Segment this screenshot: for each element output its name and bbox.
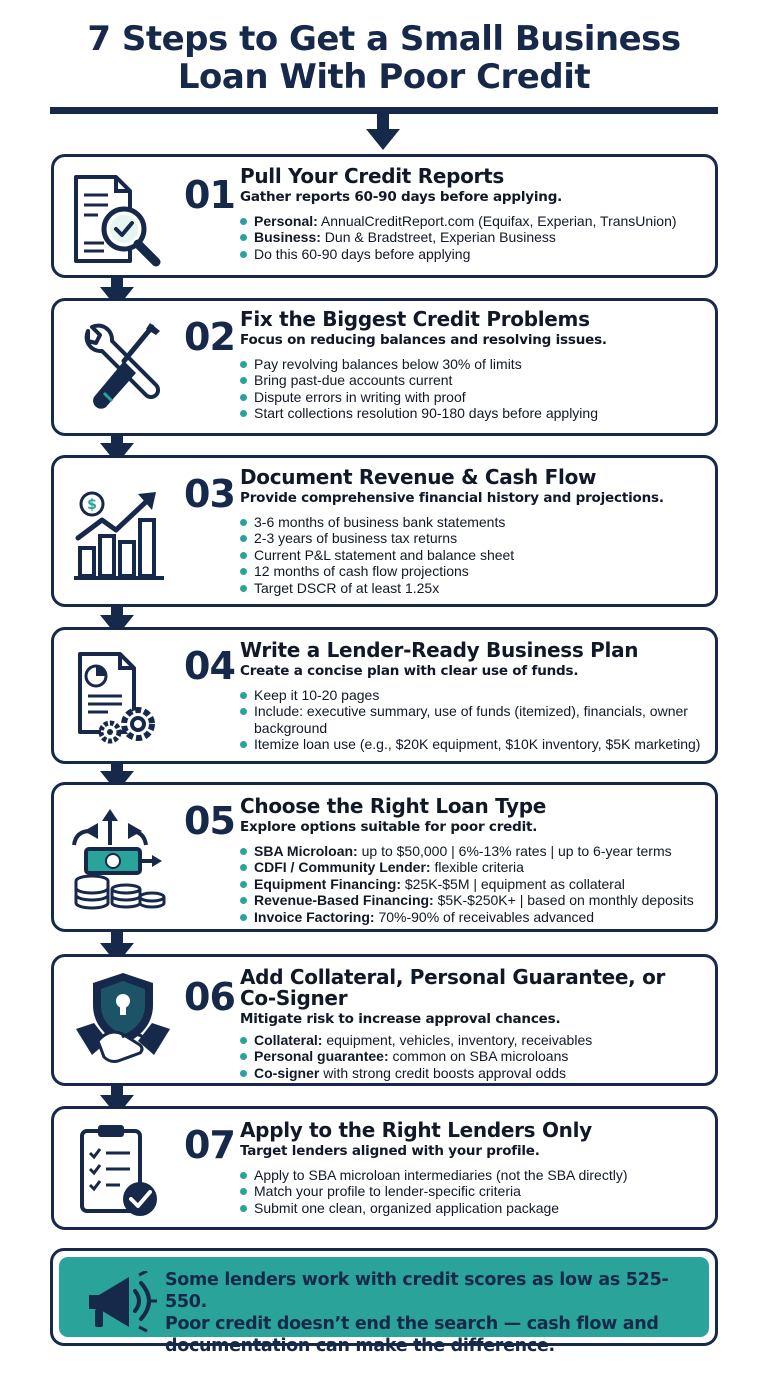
step-subtitle: Mitigate risk to increase approval chances. <box>240 1011 561 1027</box>
step-number: 07 <box>184 1123 235 1167</box>
step-bullet-list <box>240 843 701 925</box>
list-item: Invoice Factoring: 70%-90% of receivables advanced <box>240 909 701 925</box>
step-bullet-list <box>240 514 701 596</box>
wrench-screwdriver-icon <box>68 313 178 423</box>
step-bullet-list <box>240 687 701 753</box>
list-item: SBA Microloan: up to $50,000 | 6%-13% rates | up to 6-year terms <box>240 843 701 859</box>
list-item: 3-6 months of business bank statements <box>240 514 701 530</box>
list-item: Equipment Financing: $25K-$5M | equipment as collateral <box>240 876 701 892</box>
megaphone-icon <box>81 1271 161 1335</box>
callout-box <box>50 1248 718 1356</box>
callout-text <box>165 1269 695 1357</box>
list-item: Itemize loan use (e.g., $20K equipment, $10K inventory, $5K marketing) <box>240 736 701 752</box>
step-bullet-list <box>240 1032 701 1081</box>
page-title-line1: 7 Steps to Get a Small Business <box>87 19 681 59</box>
growth-chart-dollar-icon <box>68 478 178 588</box>
callout-panel <box>59 1257 709 1356</box>
down-arrow-icon <box>366 112 400 152</box>
list-item: Submit one clean, organized application package <box>240 1200 701 1216</box>
list-item: Match your profile to lender-specific criteria <box>240 1183 701 1199</box>
step-subtitle: Create a concise plan with clear use of funds. <box>240 663 579 679</box>
list-item: Target DSCR of at least 1.25x <box>240 580 701 596</box>
step-subtitle: Gather reports 60-90 days before applying. <box>240 189 563 205</box>
page-title <box>0 20 768 96</box>
step-card-05 <box>51 782 718 932</box>
list-item: Personal guarantee: common on SBA microloans <box>240 1048 701 1064</box>
step-bullet-list <box>240 356 701 422</box>
callout-line: Some lenders work with credit scores as low as 525-550. <box>165 1270 669 1312</box>
step-title: Write a Lender-Ready Business Plan <box>240 638 639 662</box>
step-title: Pull Your Credit Reports <box>240 164 504 188</box>
step-card-07 <box>51 1106 718 1230</box>
shield-handshake-icon <box>68 967 178 1077</box>
step-number: 03 <box>184 472 235 516</box>
step-subtitle: Focus on reducing balances and resolving issues. <box>240 332 607 348</box>
page-title-line2: Loan With Poor Credit <box>177 57 591 97</box>
list-item: Do this 60-90 days before applying <box>240 246 701 262</box>
business-plan-gears-icon <box>68 642 178 752</box>
step-number: 02 <box>184 315 235 359</box>
step-title: Fix the Biggest Credit Problems <box>240 307 590 331</box>
callout-line: Poor credit doesn’t end the search — cash flow and <box>165 1314 659 1334</box>
list-item: Business: Dun & Bradstreet, Experian Business <box>240 229 701 245</box>
step-bullet-list <box>240 1167 701 1216</box>
list-item: Apply to SBA microloan intermediaries (not the SBA directly) <box>240 1167 701 1183</box>
list-item: 2-3 years of business tax returns <box>240 530 701 546</box>
step-title: Document Revenue & Cash Flow <box>240 465 597 489</box>
step-number: 04 <box>184 644 235 688</box>
step-number: 05 <box>184 799 235 843</box>
list-item: Personal: AnnualCreditReport.com (Equifax, Experian, TransUnion) <box>240 213 701 229</box>
clipboard-checklist-icon <box>68 1117 178 1227</box>
callout-line: documentation can make the difference. <box>165 1336 555 1356</box>
list-item: Current P&L statement and balance sheet <box>240 547 701 563</box>
list-item: Revenue-Based Financing: $5K-$250K+ | based on monthly deposits <box>240 892 701 908</box>
list-item: Include: executive summary, use of funds (itemized), financials, owner background <box>240 703 701 736</box>
step-card-01 <box>51 154 718 278</box>
list-item: Keep it 10-20 pages <box>240 687 701 703</box>
step-title: Choose the Right Loan Type <box>240 794 547 818</box>
step-subtitle: Provide comprehensive financial history and projections. <box>240 490 664 506</box>
step-bullet-list <box>240 213 701 262</box>
credit-report-magnifier-icon <box>68 165 178 275</box>
step-subtitle: Explore options suitable for poor credit. <box>240 819 538 835</box>
list-item: 12 months of cash flow projections <box>240 563 701 579</box>
step-card-02 <box>51 298 718 436</box>
list-item: Start collections resolution 90-180 days before applying <box>240 405 701 421</box>
step-card-04 <box>51 627 718 764</box>
step-number: 01 <box>184 173 235 217</box>
step-number: 06 <box>184 975 235 1019</box>
list-item: Bring past-due accounts current <box>240 372 701 388</box>
money-coins-options-icon <box>68 805 178 915</box>
list-item: Collateral: equipment, vehicles, inventory, receivables <box>240 1032 701 1048</box>
step-card-03 <box>51 455 718 607</box>
svg-text:$: $ <box>87 497 97 513</box>
list-item: CDFI / Community Lender: flexible criteria <box>240 859 701 875</box>
step-card-06 <box>51 954 718 1086</box>
list-item: Co-signer with strong credit boosts approval odds <box>240 1065 701 1081</box>
step-title: Add Collateral, Personal Guarantee, or Co-Signer <box>240 965 666 1010</box>
list-item: Pay revolving balances below 30% of limits <box>240 356 701 372</box>
step-subtitle: Target lenders aligned with your profile. <box>240 1143 540 1159</box>
step-title: Apply to the Right Lenders Only <box>240 1118 592 1142</box>
list-item: Dispute errors in writing with proof <box>240 389 701 405</box>
